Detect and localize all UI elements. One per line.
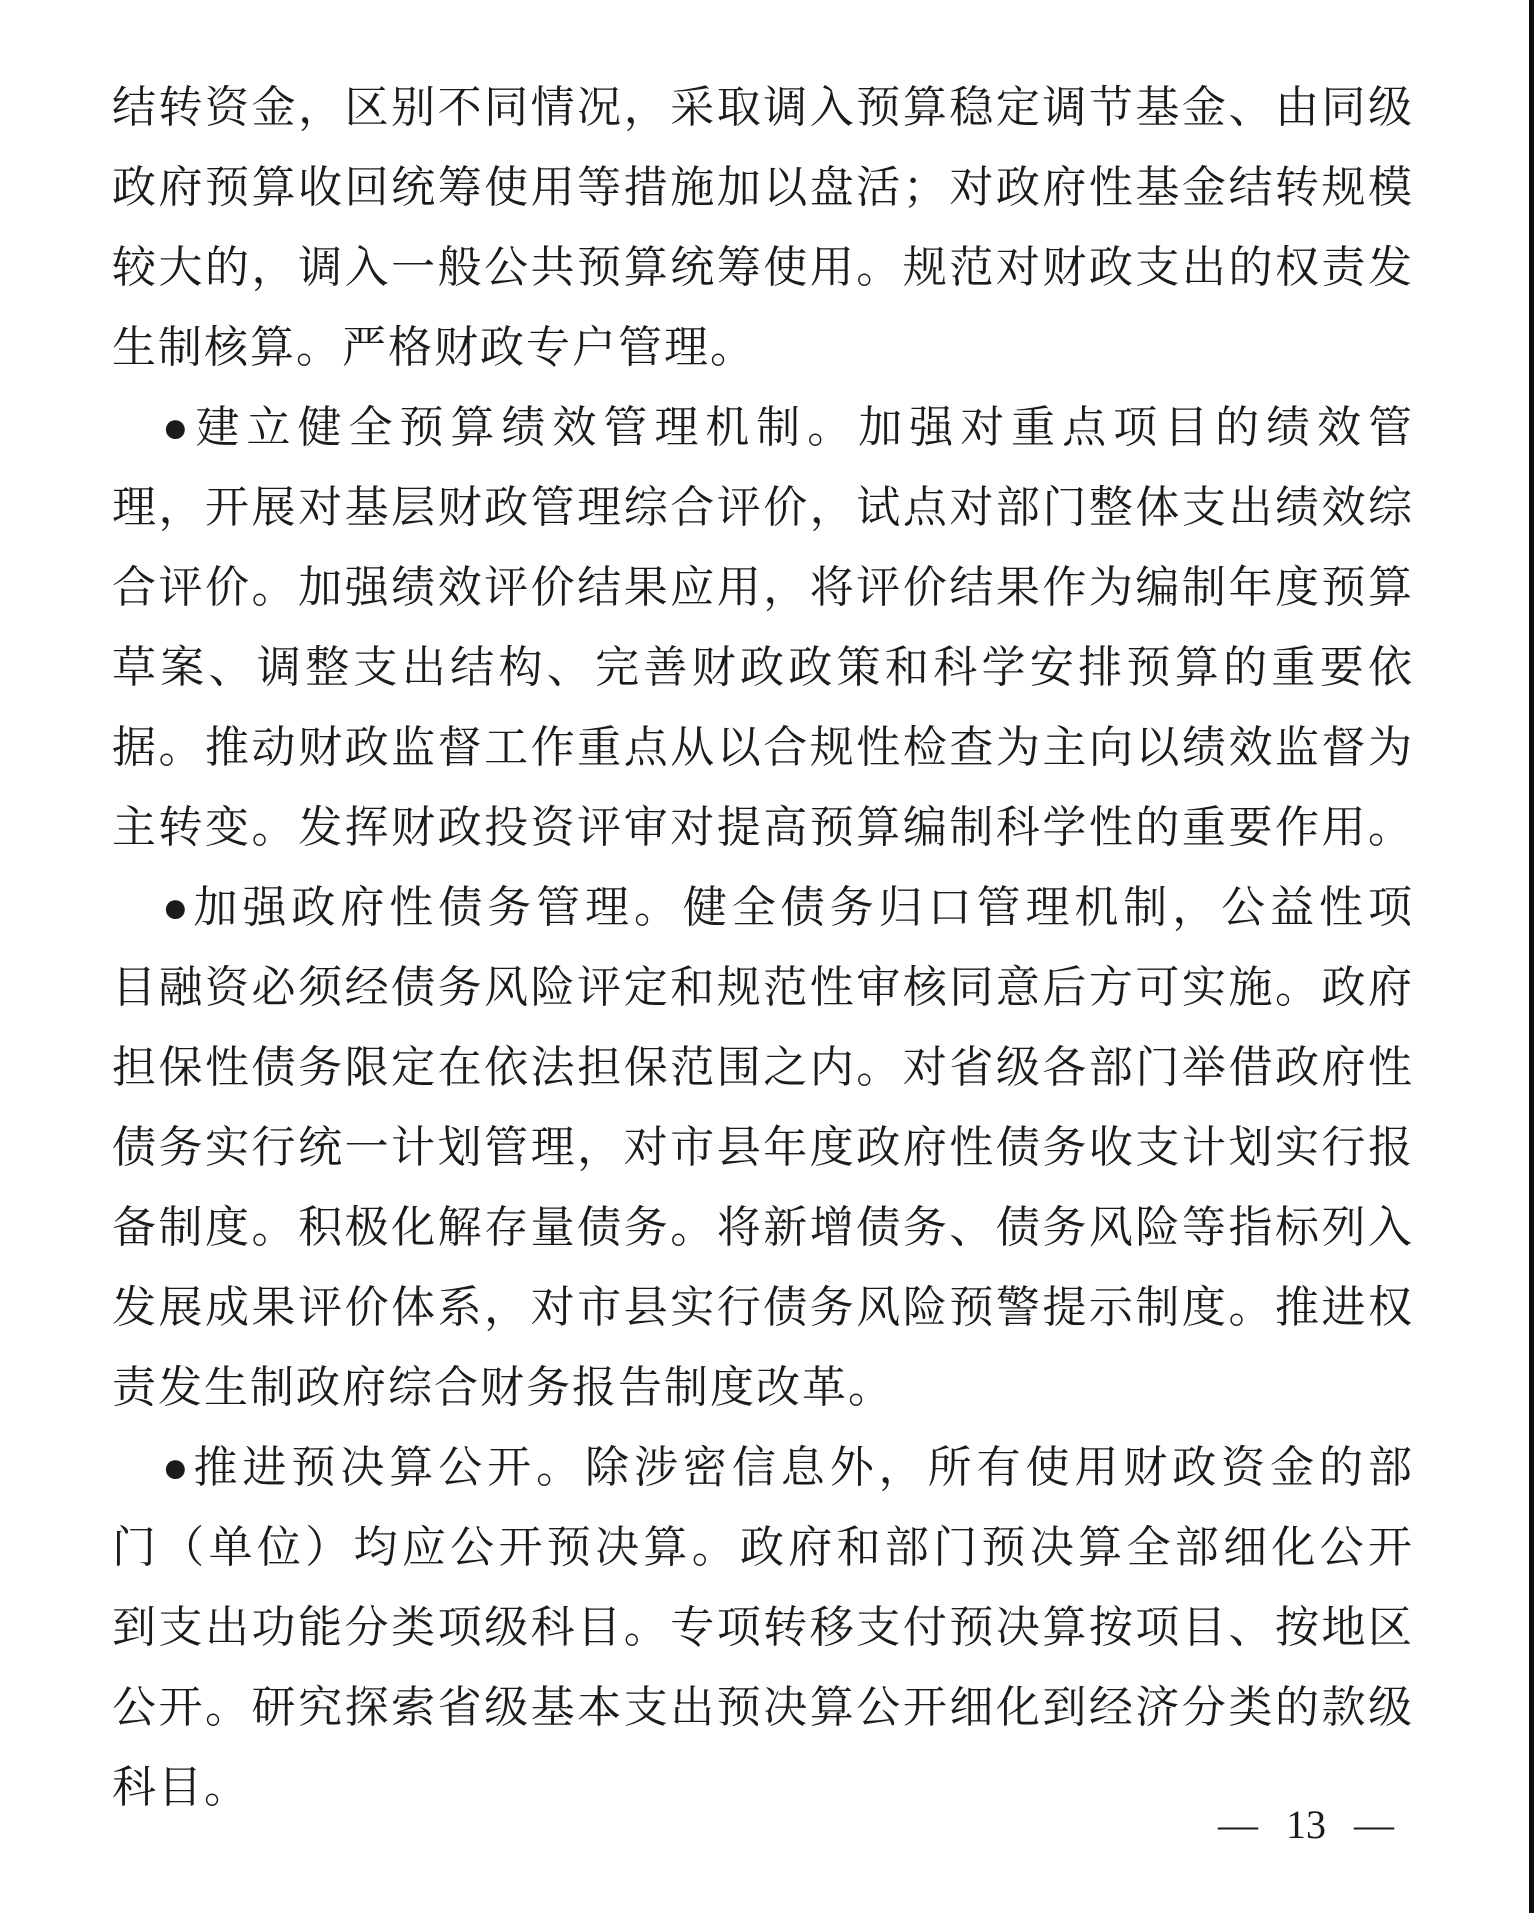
text-line: 发展成果评价体系，对市县实行债务风险预警提示制度。推进权	[112, 1283, 1414, 1332]
text-line: 科目。	[112, 1763, 250, 1812]
bullet-paragraph-first-line: ●加强政府性债务管理。健全债务归口管理机制，公益性项	[162, 883, 1414, 932]
bullet-paragraph-first-line: ●建立健全预算绩效管理机制。加强对重点项目的绩效管	[162, 403, 1414, 452]
text-line: 合评价。加强绩效评价结果应用，将评价结果作为编制年度预算	[112, 563, 1414, 612]
text-line: 草案、调整支出结构、完善财政政策和科学安排预算的重要依	[112, 643, 1414, 692]
bullet-paragraph-first-line: ●推进预决算公开。除涉密信息外，所有使用财政资金的部	[162, 1443, 1414, 1492]
text-line: 门（单位）均应公开预决算。政府和部门预决算全部细化公开	[112, 1523, 1414, 1572]
text-line: 理，开展对基层财政管理综合评价，试点对部门整体支出绩效综	[112, 483, 1414, 532]
page-number: — 13 —	[1218, 1802, 1394, 1847]
text-line: 公开。研究探索省级基本支出预决算公开细化到经济分类的款级	[112, 1683, 1414, 1732]
scan-border-right	[1529, 0, 1534, 1913]
text-line: 目融资必须经债务风险评定和规范性审核同意后方可实施。政府	[112, 963, 1414, 1012]
text-line: 责发生制政府综合财务报告制度改革。	[112, 1363, 894, 1412]
text-line: 债务实行统一计划管理，对市县年度政府性债务收支计划实行报	[112, 1123, 1414, 1172]
text-line: 到支出功能分类项级科目。专项转移支付预决算按项目、按地区	[112, 1603, 1414, 1652]
text-line: 据。推动财政监督工作重点从以合规性检查为主向以绩效监督为	[112, 723, 1414, 772]
text-line: 担保性债务限定在依法担保范围之内。对省级各部门举借政府性	[112, 1043, 1414, 1092]
text-line: 主转变。发挥财政投资评审对提高预算编制科学性的重要作用。	[112, 803, 1414, 852]
text-line: 生制核算。严格财政专户管理。	[112, 323, 756, 372]
text-line: 结转资金，区别不同情况，采取调入预算稳定调节基金、由同级	[112, 83, 1414, 132]
text-line: 备制度。积极化解存量债务。将新增债务、债务风险等指标列入	[112, 1203, 1414, 1252]
text-line: 政府预算收回统筹使用等措施加以盘活；对政府性基金结转规模	[112, 163, 1414, 212]
text-line: 较大的，调入一般公共预算统筹使用。规范对财政支出的权责发	[112, 243, 1414, 292]
text-block	[112, 68, 1414, 1828]
